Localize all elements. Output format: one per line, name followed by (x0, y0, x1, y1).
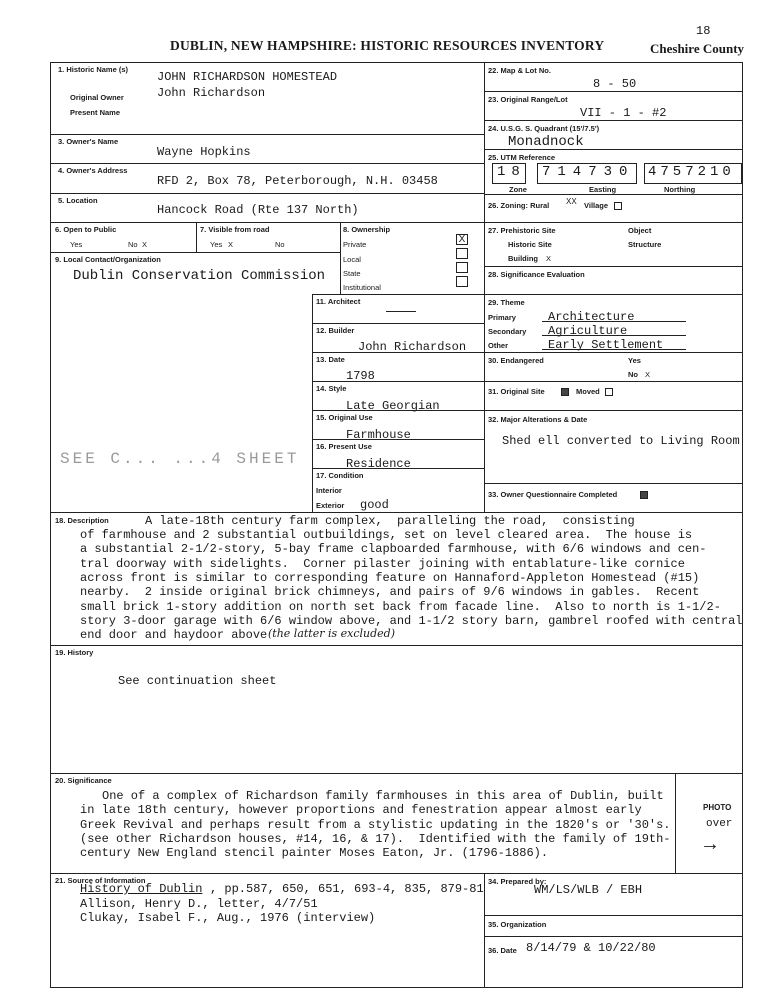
label-source-of-information: 21. Source of Information (55, 876, 146, 885)
original-use-value: Farmhouse (346, 428, 411, 442)
description-handwritten-note: (the latter is excluded) (268, 627, 396, 640)
label-major-alterations: 32. Major Alterations & Date (488, 415, 588, 424)
ownership-state-checkbox (456, 262, 468, 273)
label-local-contact: 9. Local Contact/Organization (55, 255, 161, 264)
theme-primary-label: Primary (488, 313, 516, 322)
architect-blank (386, 311, 416, 312)
theme-primary-line (542, 321, 686, 322)
label-theme: 29. Theme (488, 298, 525, 307)
utm-northing-label: Northing (664, 185, 696, 194)
open-yes-label: Yes (70, 240, 83, 249)
label-location: 5. Location (58, 196, 98, 205)
condition-exterior-label: Exterior (316, 501, 345, 510)
significance-line-5: century New England stencil painter Moses Eaton, Jr. (1796-1886). (80, 846, 549, 860)
open-no-mark: X (142, 240, 148, 249)
zoning-village-label: Village (584, 201, 609, 210)
utm-easting-label: Easting (589, 185, 617, 194)
zoning-village-checkbox (614, 202, 622, 210)
original-site-checkbox (561, 388, 569, 396)
description-line-8: story 3-door garage with 6/6 window above, and 1-1/2 story barn, gambrel roofed with central (80, 614, 743, 628)
significance-line-3: Greek Revival and perhaps result from a stylistic updating in the 1820's or '30's. (80, 818, 671, 832)
quadrant-value: Monadnock (508, 134, 584, 150)
significance-line-2: in late 18th century, however proportions and fenestration appear almost early (80, 803, 642, 817)
source-line-3: Clukay, Isabel F., Aug., 1976 (interview) (80, 911, 376, 925)
ownership-private-checkbox: X (456, 234, 468, 245)
source-title: History of Dublin (80, 882, 203, 896)
zoning-rural-mark: XX (566, 197, 577, 206)
label-architect: 11. Architect (316, 297, 361, 306)
label-zoning: 26. Zoning: Rural (488, 201, 550, 210)
label-date-36: 36. Date (488, 946, 517, 955)
description-line-2: of farmhouse and 2 substantial outbuildings, set on level cleared area. The house is (80, 528, 693, 542)
local-contact-value: Dublin Conservation Commission (73, 268, 326, 284)
label-prepared-by: 34. Prepared by: (488, 877, 547, 886)
county-name: Cheshire County (650, 41, 745, 56)
label-present-use: 16. Present Use (316, 442, 372, 451)
label-historic-name: 1. Historic Name (s) (58, 65, 129, 74)
endangered-no-mark: X (645, 370, 651, 379)
owner-name-value: Wayne Hopkins (157, 145, 251, 159)
label-owner-address: 4. Owner's Address (58, 166, 128, 175)
historic-name-value: JOHN RICHARDSON HOMESTEAD (157, 70, 338, 84)
visible-yes-mark: X (228, 240, 234, 249)
label-prehistoric-site: 27. Prehistoric Site (488, 226, 556, 235)
theme-secondary-label: Secondary (488, 327, 527, 336)
owner-address-value: RFD 2, Box 78, Peterborough, N.H. 03458 (157, 174, 438, 188)
date-value: 1798 (346, 369, 375, 383)
label-visible-from-road: 7. Visible from road (200, 225, 270, 234)
label-significance-evaluation: 28. Significance Evaluation (488, 270, 585, 279)
ownership-private-label: Private (343, 240, 367, 249)
label-owner-name: 3. Owner's Name (58, 137, 119, 146)
label-endangered: 30. Endangered (488, 356, 544, 365)
utm-northing-value: 4757210 (648, 164, 735, 180)
label-organization: 35. Organization (488, 920, 547, 929)
label-style: 14. Style (316, 384, 347, 393)
moved-label: Moved (576, 387, 600, 396)
ownership-local-checkbox (456, 248, 468, 259)
theme-other-value: Early Settlement (548, 338, 664, 352)
description-line-9: end door and haydoor above (80, 628, 268, 642)
structure-label: Structure (628, 240, 662, 249)
date-36-value: 8/14/79 & 10/22/80 (526, 941, 656, 955)
theme-primary-value: Architecture (548, 310, 635, 324)
utm-easting-value: 714730 (542, 164, 635, 180)
label-significance: 20. Significance (55, 776, 112, 785)
description-line-4: tral doorway with sidelights. Corner pilaster joining with entablature-like cornice (80, 557, 685, 571)
range-lot-value: VII - 1 - #2 (580, 106, 667, 120)
style-value: Late Georgian (346, 399, 440, 413)
open-no-label: No (128, 240, 138, 249)
utm-zone-value: 18 (497, 164, 526, 180)
condition-exterior-value: good (360, 498, 389, 512)
present-use-value: Residence (346, 457, 411, 471)
ownership-state-label: State (343, 269, 361, 278)
label-original-owner: Original Owner (70, 93, 124, 102)
ownership-local-label: Local (343, 255, 361, 264)
endangered-yes-label: Yes (628, 356, 641, 365)
location-value: Hancock Road (Rte 137 North) (157, 203, 359, 217)
major-alterations-value: Shed ell converted to Living Room (502, 434, 740, 448)
description-line-5: across front is similar to corresponding feature on Hannaford-Appleton Homestead (#15) (80, 571, 700, 585)
theme-secondary-value: Agriculture (548, 324, 628, 338)
label-builder: 12. Builder (316, 326, 355, 335)
label-ownership: 8. Ownership (343, 225, 391, 234)
arrow-right-icon: → (700, 833, 720, 855)
label-map-lot: 22. Map & Lot No. (488, 66, 551, 75)
label-present-name: Present Name (70, 108, 121, 117)
ownership-institutional-label: Institutional (343, 283, 381, 292)
description-line-6: nearby. 2 inside original brick chimneys, and pairs of 9/6 windows in gables. Recent (80, 585, 700, 599)
label-open-to-public: 6. Open to Public (55, 225, 117, 234)
description-line-3: a substantial 2-1/2-story, 5-bay frame clapboarded farmhouse, with 6/6 windows and cen- (80, 542, 707, 556)
label-quadrant: 24. U.S.G. S. Quadrant (15'/7.5') (488, 124, 600, 133)
description-line-1: A late-18th century farm complex, paralleling the road, consisting (145, 514, 635, 528)
label-history: 19. History (55, 648, 94, 657)
history-value: See continuation sheet (118, 674, 277, 688)
label-date: 13. Date (316, 355, 345, 364)
theme-other-line (542, 349, 686, 350)
see-sheet-stamp: SEE C... ...4 SHEET (60, 450, 300, 468)
label-original-use: 15. Original Use (316, 413, 373, 422)
label-owner-questionnaire: 33. Owner Questionnaire Completed (488, 490, 618, 499)
visible-no-label: No (275, 240, 285, 249)
description-line-7: small brick 1-story addition on north set back from facade line. Also to north is 1-1/2- (80, 600, 721, 614)
historic-site-label: Historic Site (508, 240, 552, 249)
object-label: Object (628, 226, 652, 235)
utm-zone-label: Zone (509, 185, 527, 194)
endangered-no-label: No (628, 370, 638, 379)
condition-interior-label: Interior (316, 486, 342, 495)
label-description: 18. Description (55, 516, 109, 525)
visible-yes-label: Yes (210, 240, 223, 249)
building-mark: X (546, 254, 552, 263)
theme-secondary-line (542, 335, 686, 336)
label-condition: 17. Condition (316, 471, 364, 480)
source-line-2: Allison, Henry D., letter, 4/7/51 (80, 897, 318, 911)
moved-checkbox (605, 388, 613, 396)
prepared-by-value: WM/LS/WLB / EBH (534, 883, 643, 897)
builder-value: John Richardson (358, 340, 467, 354)
ownership-institutional-checkbox (456, 276, 468, 287)
significance-line-4: (see other Richardson houses, #14, 16, & 17). Identified with the family of 19th- (80, 832, 671, 846)
significance-line-1: One of a complex of Richardson family farmhouses in this area of Dublin, built (102, 789, 664, 803)
photo-over-label: over (706, 818, 733, 830)
form-title: DUBLIN, NEW HAMPSHIRE: HISTORIC RESOURCES INVENTORY (170, 38, 605, 53)
label-original-site: 31. Original Site (488, 387, 545, 396)
label-utm-reference: 25. UTM Reference (488, 153, 556, 162)
building-label: Building (508, 254, 538, 263)
map-lot-value: 8 - 50 (593, 77, 637, 91)
page-number: 18 (696, 24, 711, 38)
source-line-1: , pp.587, 650, 651, 693-4, 835, 879-81 (210, 882, 484, 896)
photo-label: PHOTO (703, 803, 732, 812)
owner-questionnaire-checkbox (640, 491, 648, 499)
label-original-range-lot: 23. Original Range/Lot (488, 95, 568, 104)
theme-other-label: Other (488, 341, 509, 350)
original-owner-value: John Richardson (157, 86, 266, 100)
